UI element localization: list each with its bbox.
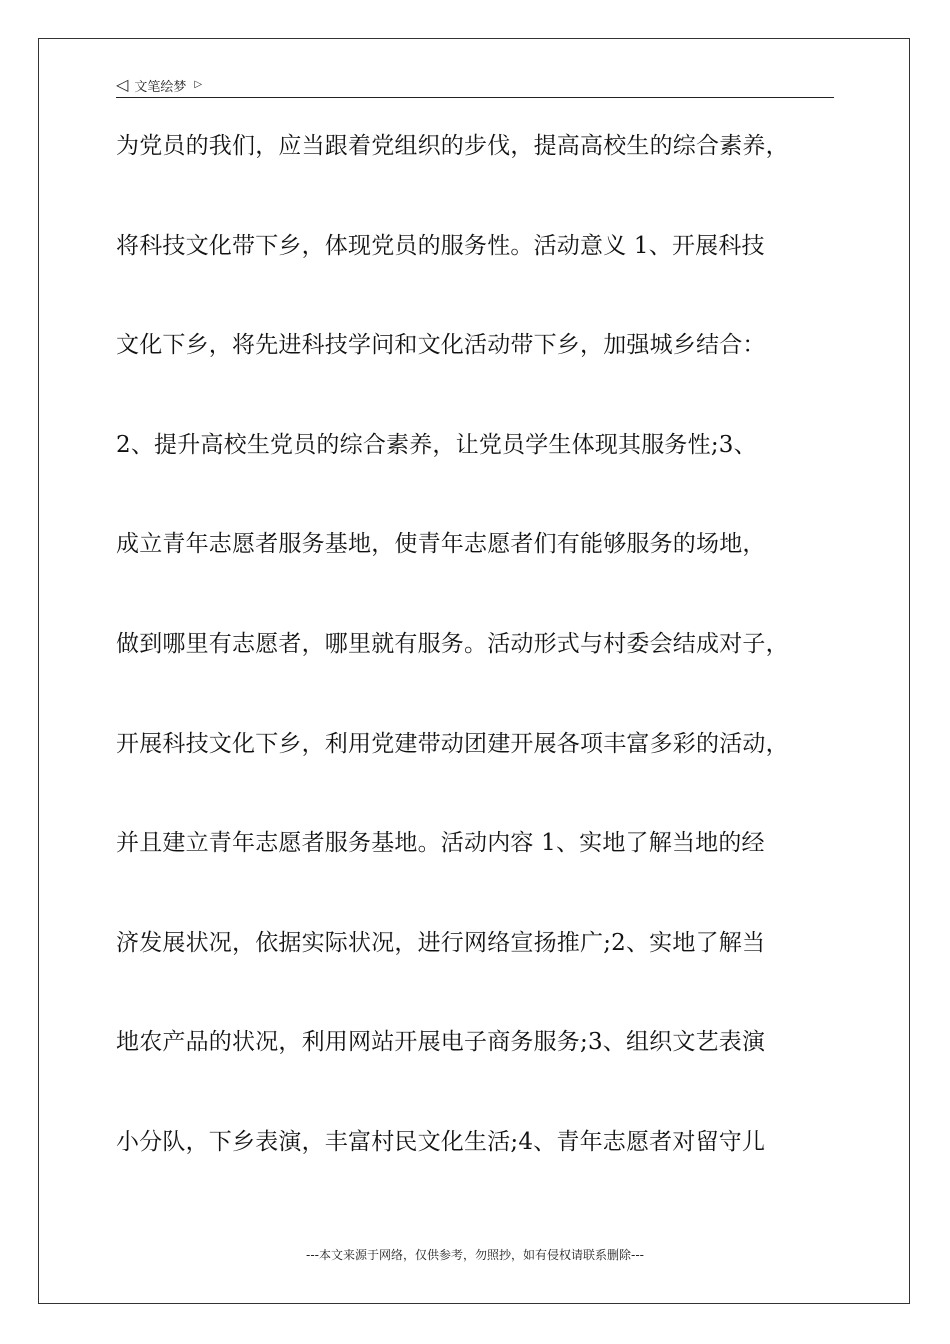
- page-footer: ---本文来源于网络，仅供参考，勿照抄，如有侵权请联系删除---: [306, 1248, 644, 1262]
- text-line: 地农产品的状况，利用网站开展电子商务服务;3、组织文艺表演: [116, 1029, 766, 1056]
- page-header: [116, 74, 834, 96]
- header-divider: [116, 97, 834, 98]
- text-line: 济发展状况，依据实际状况，进行网络宣扬推广;2、实地了解当: [116, 929, 766, 956]
- triangle-right-icon: ▷: [194, 79, 203, 90]
- text-line: 为党员的我们，应当跟着党组织的步伐，提高高校生的综合素养，: [116, 133, 789, 159]
- text-line: 2、提升高校生党员的综合素养，让党员学生体现其服务性;3、: [116, 431, 757, 458]
- body-text: [116, 126, 856, 1222]
- text-line: 小分队，下乡表演，丰富村民文化生活;4、青年志愿者对留守儿: [116, 1128, 766, 1155]
- text-line: 开展科技文化下乡，利用党建带动团建开展各项丰富多彩的活动，: [116, 730, 789, 757]
- text-line: 将科技文化带下乡，体现党员的服务性。活动意义 1、开展科技: [116, 232, 765, 259]
- triangle-left-icon: ◁: [116, 75, 129, 94]
- text-line: 并且建立青年志愿者服务基地。活动内容 1、实地了解当地的经: [116, 830, 765, 857]
- text-line: 文化下乡，将先进科技学问和文化活动带下乡，加强城乡结合：: [116, 332, 766, 359]
- text-line: 成立青年志愿者服务基地，使青年志愿者们有能够服务的场地，: [116, 531, 766, 558]
- text-line: 做到哪里有志愿者，哪里就有服务。活动形式与村委会结成对子，: [116, 630, 789, 657]
- header-title: 文笔绘梦: [134, 79, 187, 95]
